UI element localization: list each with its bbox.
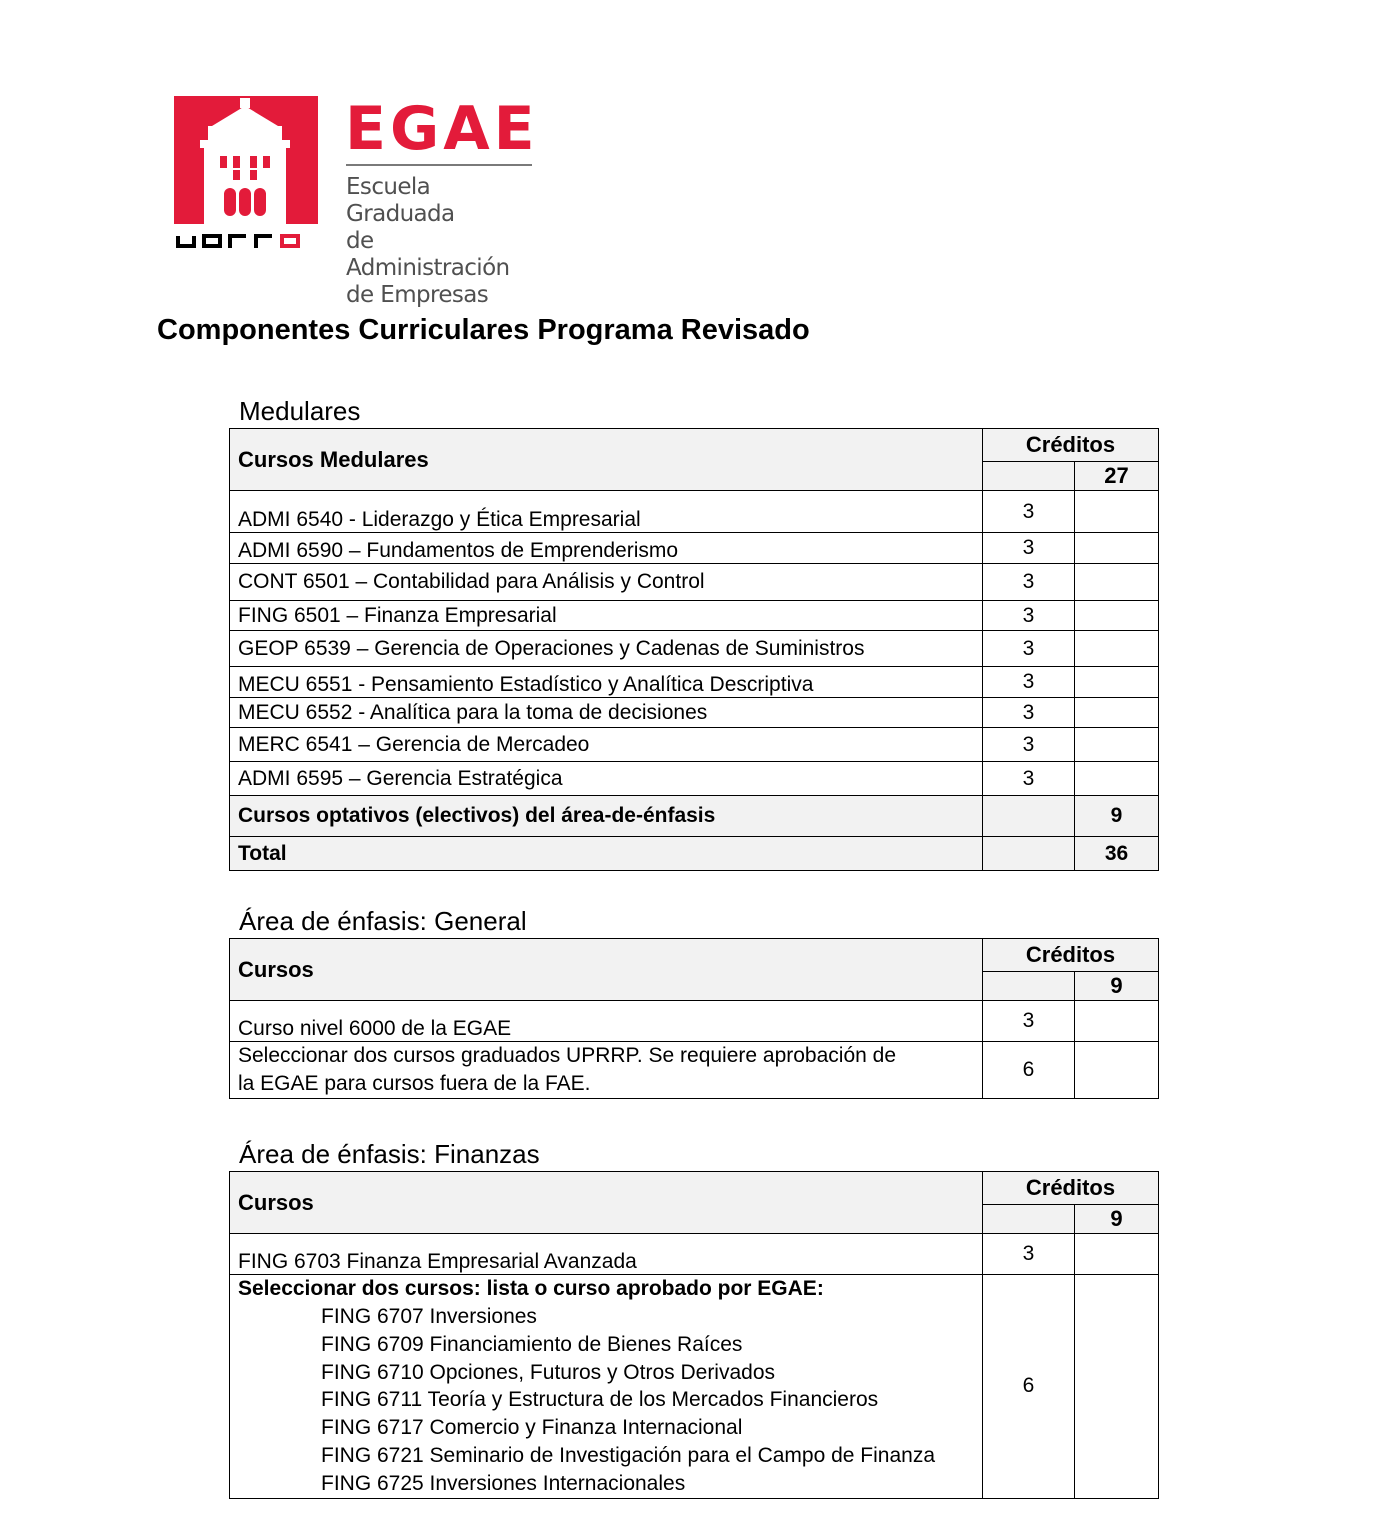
- creditos-total: 9: [1075, 972, 1159, 1001]
- uprrp-wordmark: [178, 236, 272, 248]
- table-row: Seleccionar dos cursos graduados UPRRP. Se requiere aprobación de la EGAE para cursos fuera de la FAE.: [230, 1042, 983, 1099]
- creditos-total: 27: [1075, 462, 1159, 491]
- table-row: CONT 6501 – Contabilidad para Análisis y Control: [230, 564, 983, 601]
- optativos-row: Cursos optativos (electivos) del área-de-énfasis: [230, 796, 983, 837]
- table-row: MECU 6551 - Pensamiento Estadístico y Analítica Descriptiva: [230, 667, 983, 698]
- table-row: ADMI 6540 - Liderazgo y Ética Empresarial: [230, 491, 983, 533]
- table-row: ADMI 6590 – Fundamentos de Emprenderismo: [230, 533, 983, 564]
- page-title: Componentes Curriculares Programa Revisado: [157, 314, 810, 346]
- egae-logo: [174, 94, 539, 308]
- list-item: FING 6721 Seminario de Investigación para el Campo de Finanza: [321, 1443, 936, 1467]
- medulares-table: Cursos Medulares Créditos 27 ADMI 6540 - Liderazgo y Ética Empresarial 3 ADMI 6590 – Fundamentos de Emprenderismo 3 CONT 6501 – Contabilidad para Análisis y Control 3 FING 6501 – Finanza Empresarial 3 GEOP 6539 – Gerencia de Operaciones y Cadenas de Suministros 3 MECU 6551 - Pensamiento Estadístico y Analítica Descriptiva 3 MECU 6552 - Analítica para la toma de decisiones 3 MERC 6541 – Gerencia de Mercadeo 3 ADMI 6595 – Gerencia Estratégica 3 Cursos optativos (electivos) del área-de-énfasis 9 Total 36: [229, 428, 1159, 871]
- medulares-header: Cursos Medulares: [230, 429, 983, 491]
- table-row: MERC 6541 – Gerencia de Mercadeo: [230, 728, 983, 762]
- section-label-general: Área de énfasis: General: [239, 906, 527, 936]
- logo-divider: [346, 164, 532, 166]
- total-row: Total: [230, 837, 983, 871]
- creditos-header: Créditos: [983, 429, 1159, 462]
- table-row: FING 6501 – Finanza Empresarial: [230, 601, 983, 631]
- finanzas-header: Cursos: [230, 1172, 983, 1234]
- list-item: FING 6707 Inversiones: [321, 1305, 537, 1328]
- building-emblem-icon: [174, 96, 319, 256]
- table-row: GEOP 6539 – Gerencia de Operaciones y Cadenas de Suministros: [230, 631, 983, 667]
- list-item: FING 6725 Inversiones Internacionales: [321, 1471, 686, 1495]
- table-row: ADMI 6595 – Gerencia Estratégica: [230, 762, 983, 796]
- table-row: MECU 6552 - Analítica para la toma de decisiones: [230, 698, 983, 728]
- logo-title: EGAE: [345, 94, 539, 164]
- logo-subtitle: Escuela Graduada de Administración de Empresas: [346, 174, 510, 308]
- section-label-finanzas: Área de énfasis: Finanzas: [239, 1139, 540, 1169]
- table-row: Curso nivel 6000 de la EGAE: [230, 1001, 983, 1042]
- creditos-header: Créditos: [983, 939, 1159, 972]
- list-item: FING 6709 Financiamiento de Bienes Raíces: [321, 1332, 743, 1356]
- table-row: [230, 1275, 983, 1499]
- section-label-medulares: Medulares: [239, 396, 361, 426]
- list-item: FING 6710 Opciones, Futuros y Otros Derivados: [321, 1360, 776, 1384]
- creditos-header: Créditos: [983, 1172, 1159, 1205]
- list-item: FING 6711 Teoría y Estructura de los Mercados Financieros: [321, 1388, 879, 1412]
- table-row: FING 6703 Finanza Empresarial Avanzada: [230, 1234, 983, 1275]
- finanzas-table: Cursos Créditos 9 FING 6703 Finanza Empresarial Avanzada 3 Seleccionar dos cursos: lista o curso aprobado por EGAE: FING 6707 Inversiones FING 6709 Financiamiento de Bienes Raíces FING 6710 Opciones, Futuros y Otros Derivados FING 6711 Teoría y Estructura de los Mercados Financieros FING 6717 Comercio y Finanza Internacional FING 6721 Seminario de Investigación para el Campo de Finanza FING 6725 Inversiones Internacionales 6: [229, 1171, 1159, 1499]
- list-item: FING 6717 Comercio y Finanza Internacional: [321, 1416, 743, 1440]
- general-table: Cursos Créditos 9 Curso nivel 6000 de la EGAE 3 Seleccionar dos cursos graduados UPRRP. Se requiere aprobación de la EGAE para cursos fuera de la FAE. 6: [229, 938, 1159, 1099]
- select-heading: Seleccionar dos cursos: lista o curso aprobado por EGAE:: [238, 1277, 824, 1300]
- general-header: Cursos: [230, 939, 983, 1001]
- creditos-total: 9: [1075, 1205, 1159, 1234]
